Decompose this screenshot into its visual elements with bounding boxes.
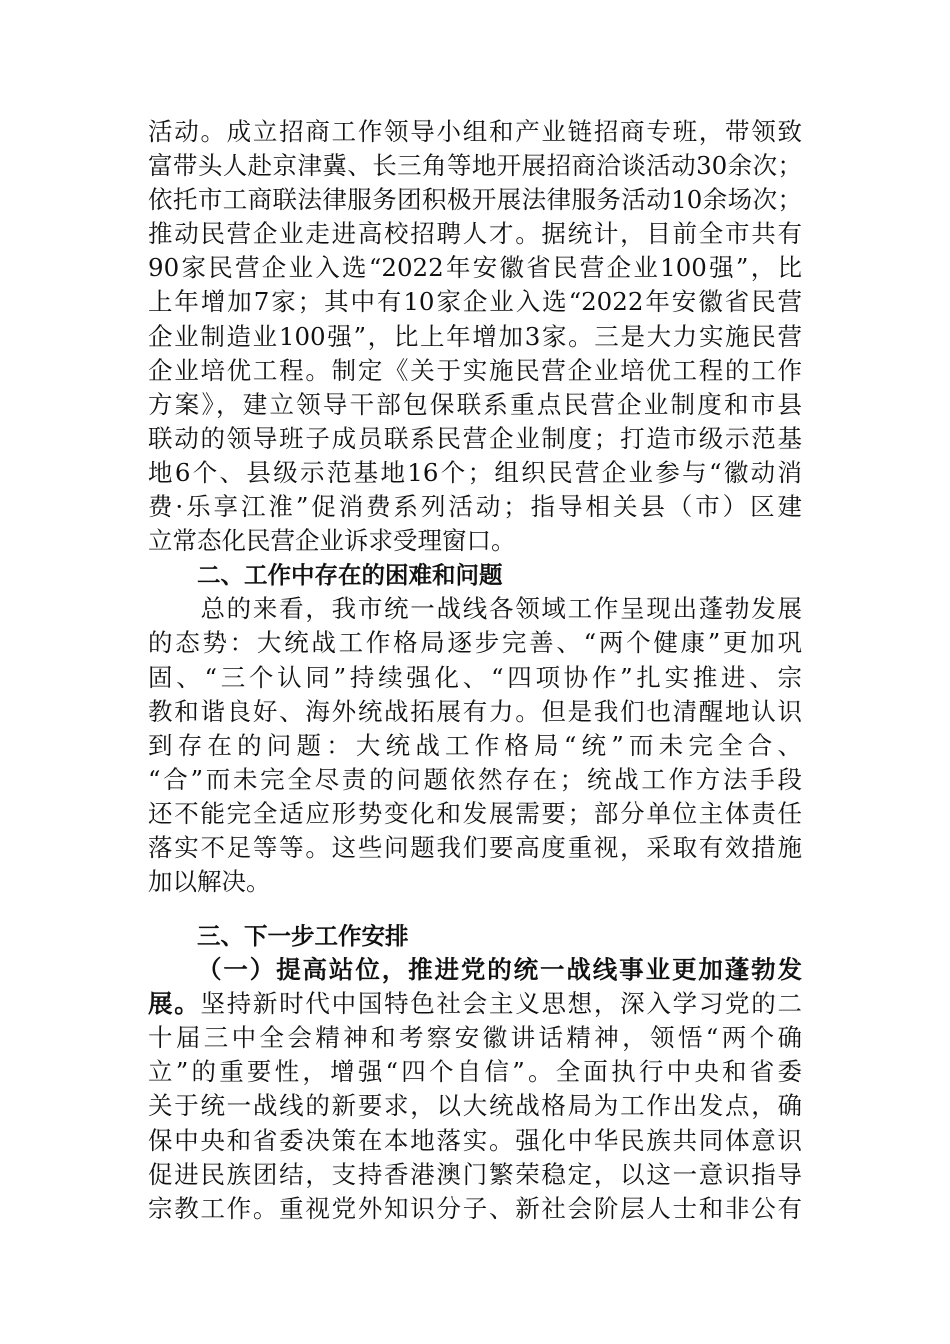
text-line: 固、“三个认同”持续强化、“四项协作”扎实推进、宗 — [148, 662, 802, 692]
text-line: 联动的领导班子成员联系民营企业制度；打造市级示范基 — [148, 423, 802, 453]
text-line: 依托市工商联法律服务团积极开展法律服务活动10余场次； — [148, 185, 802, 215]
subheading-line — [148, 953, 802, 987]
text-line: 加以解决。 — [148, 867, 271, 897]
text-line — [148, 987, 802, 1021]
text-line: 推动民营企业走进高校招聘人才。据统计，目前全市共有 — [148, 219, 802, 249]
text-line: 保中央和省委决策在本地落实。强化中华民族共同体意识 — [148, 1125, 802, 1155]
section-heading-3: 三、下一步工作安排 — [197, 922, 409, 950]
paragraph-block-2 — [148, 919, 802, 1226]
text-line: 到存在的问题：大统战工作格局“统”而未完全合、 — [148, 730, 802, 760]
text-line: 关于统一战线的新要求，以大统战格局为工作出发点，确 — [148, 1091, 802, 1121]
text-line: 总的来看，我市统一战线各领域工作呈现出蓬勃发展 — [148, 594, 802, 624]
subheading-tail: 展。 — [148, 989, 201, 1019]
text-line: 企业培优工程。制定《关于实施民营企业培优工程的工作 — [148, 355, 802, 385]
text-line: 富带头人赴京津冀、长三角等地开展招商洽谈活动30余次； — [148, 151, 802, 181]
text-line: 还不能完全适应形势变化和发展需要；部分单位主体责任 — [148, 798, 802, 828]
text-line: 的态势：大统战工作格局逐步完善、“两个健康”更加巩 — [148, 628, 802, 658]
text-line: 十届三中全会精神和考察安徽讲话精神，领悟“两个确 — [148, 1023, 802, 1053]
subheading-text: （一）提高站位，推进党的统一战线事业更加蓬勃发 — [197, 955, 802, 985]
text-line: 立”的重要性，增强“四个自信”。全面执行中央和省委 — [148, 1057, 802, 1087]
text-line: 落实不足等等。这些问题我们要高度重视，采取有效措施 — [148, 832, 802, 862]
text-line: 费·乐享江淮”促消费系列活动；指导相关县（市）区建 — [148, 492, 802, 522]
text-line: 促进民族团结，支持香港澳门繁荣稳定，以这一意识指导 — [148, 1159, 802, 1189]
text-line-rest: 坚持新时代中国特色社会主义思想，深入学习党的二 — [200, 989, 803, 1019]
text-line: “合”而未完全尽责的问题依然存在；统战工作方法手段 — [148, 764, 802, 794]
paragraph-block-1 — [148, 115, 802, 899]
text-line: 活动。成立招商工作领导小组和产业链招商专班，带领致 — [148, 117, 802, 146]
text-line: 立常态化民营企业诉求受理窗口。 — [148, 526, 516, 556]
text-line: 企业制造业100强”，比上年增加3家。三是大力实施民营 — [148, 321, 802, 351]
text-line: 地6个、县级示范基地16个；组织民营企业参与“徽动消 — [148, 457, 802, 487]
text-line: 教和谐良好、海外统战拓展有力。但是我们也清醒地认识 — [148, 696, 802, 726]
text-line: 上年增加7家；其中有10家企业入选“2022年安徽省民营 — [148, 287, 802, 317]
text-line: 90家民营企业入选“2022年安徽省民营企业100强”，比 — [148, 253, 802, 283]
text-line: 方案》，建立领导干部包保联系重点民营企业制度和市县 — [148, 389, 802, 419]
text-line: 宗教工作。重视党外知识分子、新社会阶层人士和非公有 — [148, 1193, 802, 1223]
section-heading-2: 二、工作中存在的困难和问题 — [197, 561, 503, 590]
